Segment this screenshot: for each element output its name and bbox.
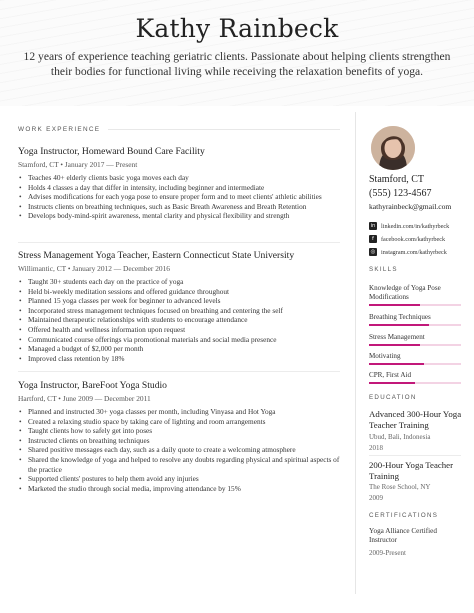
education-location: The Rose School, NY: [369, 483, 431, 491]
certifications-heading: CERTIFICATIONS: [369, 512, 439, 519]
skill-label: Stress Management: [369, 333, 425, 341]
education-heading: EDUCATION: [369, 394, 417, 401]
job-entry-3: [18, 380, 340, 493]
list-item: • Managed a budget of $2,000 per month: [18, 344, 340, 354]
list-item: • Communicated course offerings via promotional materials and social media presence: [18, 335, 340, 345]
skill-item: [369, 371, 461, 384]
list-item: • Improved class retention by 18%: [18, 354, 340, 364]
list-item: • Taught clients how to safely get into poses: [18, 426, 340, 436]
contact-city: Stamford, CT: [369, 174, 424, 185]
avatar: [371, 126, 415, 170]
skill-item: [369, 333, 461, 346]
list-item: • Planned and instructed 30+ yoga classes per month, including Vinyasa and Hot Yoga: [18, 407, 340, 417]
facebook-icon: f: [369, 235, 377, 243]
list-item: • Held bi-weekly meditation sessions and offered guidance throughout: [18, 287, 340, 297]
summary-text: 12 years of experience teaching geriatric clients. Passionate about helping clients strengthen their bodies for functional living while receiving the relaxation benefits of yoga.: [23, 50, 451, 78]
instagram-link[interactable]: [369, 248, 447, 256]
skill-label: CPR, First Aid: [369, 371, 411, 379]
job-meta: Stamford, CT • January 2017 — Present: [18, 160, 138, 169]
skill-label: Breathing Techniques: [369, 313, 431, 321]
skill-fill: [369, 344, 420, 346]
linkedin-url: linkedin.com/in/kathyrbeck: [381, 222, 450, 230]
skill-bar: [369, 324, 461, 326]
certification-date: 2009-Present: [369, 549, 406, 557]
education-location: Ubud, Bali, Indonesia: [369, 433, 431, 441]
linkedin-link[interactable]: [369, 222, 449, 230]
list-item: • Develops body-mind-spirit awareness, mental clarity and physical flexibility and strength: [18, 211, 340, 221]
skill-fill: [369, 363, 424, 365]
skill-item: [369, 352, 461, 365]
job-bullets: [18, 173, 340, 221]
list-item: • Teaches 40+ elderly clients basic yoga moves each day: [18, 173, 340, 183]
column-divider: [355, 112, 356, 594]
job-divider: [18, 371, 340, 372]
skill-fill: [369, 382, 415, 384]
list-item: • Shared positive messages each day, such as a daily quote to create a welcoming atmosphere: [18, 445, 340, 455]
linkedin-icon: in: [370, 223, 376, 229]
education-date: 2018: [369, 444, 383, 452]
job-title: Yoga Instructor, BareFoot Yoga Studio: [18, 380, 167, 391]
job-title: Yoga Instructor, Homeward Bound Care Facility: [18, 146, 205, 157]
contact-email[interactable]: kathyrainbeck@gmail.com: [369, 202, 452, 211]
list-item: • Shared the knowledge of yoga and helped to resolve any doubts regarding physical and spiritual aspects of the practice: [18, 455, 340, 474]
job-entry-2: [18, 250, 340, 363]
job-meta: Willimantic, CT • January 2012 — December 2016: [18, 264, 170, 273]
candidate-name: Kathy Rainbeck: [135, 14, 339, 43]
list-item: • Planned 15 yoga classes per week for beginner to advanced levels: [18, 296, 340, 306]
job-title: Stress Management Yoga Teacher, Eastern Connecticut State University: [18, 250, 295, 261]
list-item: • Instructs clients on breathing techniques, such as Basic Breath Awareness and Breath Retention: [18, 202, 340, 212]
list-item: • Offered health and wellness information upon request: [18, 325, 340, 335]
skill-fill: [369, 304, 420, 306]
skill-item: [369, 284, 461, 306]
list-item: • Marketed the studio through social media, improving attendance by 15%: [18, 484, 340, 494]
skill-label: Knowledge of Yoga Pose Modifications: [369, 284, 441, 301]
skill-bar: [369, 344, 461, 346]
skill-bar: [369, 304, 461, 306]
job-divider: [18, 242, 340, 243]
list-item: • Taught 30+ students each day on the practice of yoga: [18, 277, 340, 287]
contact-phone: (555) 123-4567: [369, 188, 432, 199]
job-entry-1: [18, 146, 340, 221]
header-banner: [0, 0, 474, 106]
education-divider: [369, 455, 461, 456]
list-item: • Holds 4 classes a day that differ in intensity, including beginner and intermediate: [18, 183, 340, 193]
skill-fill: [369, 324, 429, 326]
job-bullets: [18, 277, 340, 363]
education-title: Advanced 300-Hour Yoga Teacher Training: [369, 409, 462, 430]
job-bullets: [18, 407, 340, 493]
skill-label: Motivating: [369, 352, 401, 360]
facebook-link[interactable]: [369, 235, 445, 243]
skill-bar: [369, 382, 461, 384]
list-item: • Created a relaxing studio space by taking care of lighting and room arrangements: [18, 417, 340, 427]
instagram-url: instagram.com/kathyrbeck: [381, 248, 447, 256]
skills-heading: SKILLS: [369, 266, 398, 273]
list-item: • Instructed clients on breathing techniques: [18, 436, 340, 446]
list-item: • Supported clients' postures to help them avoid any injuries: [18, 474, 340, 484]
instagram-icon: ◎: [370, 249, 376, 255]
list-item: • Incorporated stress management techniques focused on breathing and centering the self: [18, 306, 340, 316]
list-item: • Advises modifications for each yoga pose to ensure proper form and to meet clients' athletic abilities: [18, 192, 340, 202]
certification-title: Yoga Alliance Certified Instructor: [369, 527, 437, 544]
list-item: • Maintained therapeutic relationships with students to encourage attendance: [18, 315, 340, 325]
skill-bar: [369, 363, 461, 365]
work-experience-section: [18, 126, 340, 493]
facebook-url: facebook.com/kathyrbeck: [381, 235, 446, 243]
work-experience-heading: WORK EXPERIENCE: [18, 126, 340, 133]
job-meta: Hartford, CT • June 2009 — December 2011: [18, 394, 151, 403]
education-title: 200-Hour Yoga Teacher Training: [369, 460, 453, 481]
skill-item: [369, 313, 461, 326]
education-date: 2009: [369, 494, 383, 502]
